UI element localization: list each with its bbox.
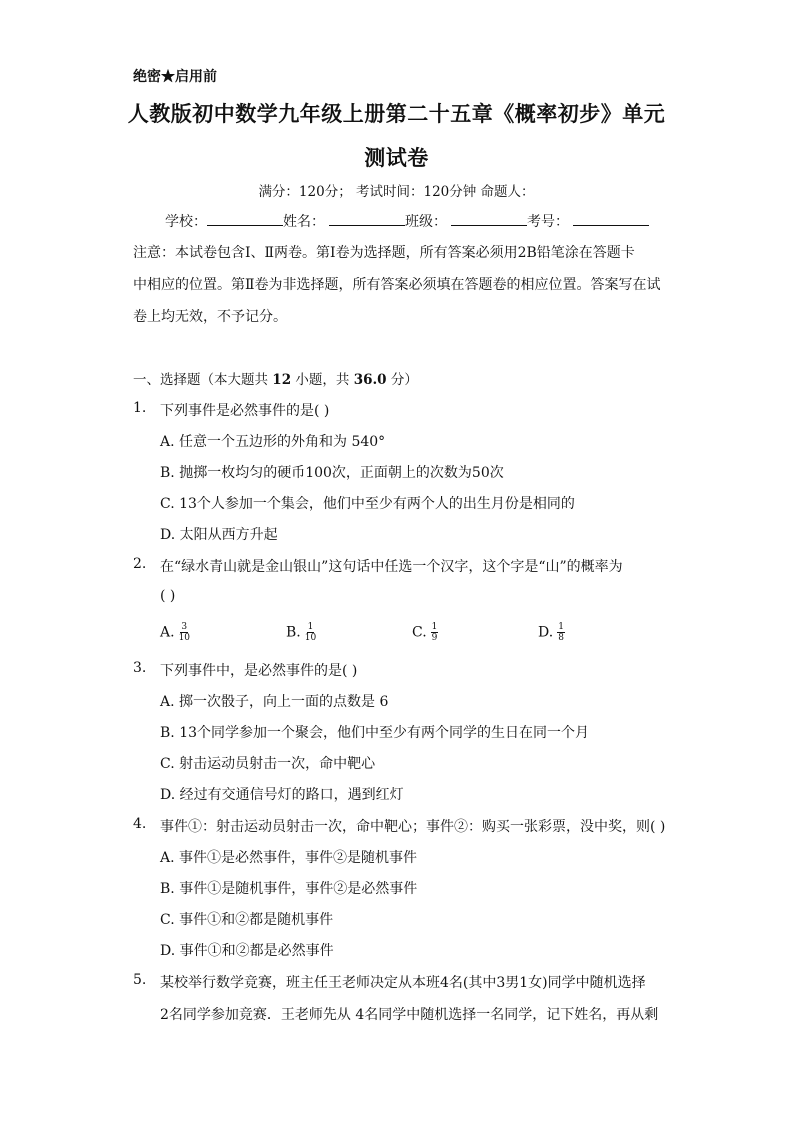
notice-line-1: 注意：本试卷包含Ⅰ、Ⅱ两卷。第Ⅰ卷为选择题，所有答案必须用2B铅笔涂在答题卡 [133,245,635,261]
school-blank[interactable] [207,212,283,226]
confidential-label: 绝密★启用前 [133,69,217,85]
notice-line-2: 中相应的位置。第Ⅱ卷为非选择题，所有答案必须填在答题卷的相应位置。答案写在试 [133,277,661,293]
question-text: 下列事件中，是必然事件的是( ) [160,663,358,679]
question-number: 4. [133,816,147,832]
school-label: 学校： [165,214,207,230]
option-d[interactable]: D. $\frac{1}{8}$ [538,622,564,643]
option-c[interactable]: C. 13个人参加一个集会，他们中至少有两个人的出生月份是相同的 [160,496,575,512]
option-a[interactable]: A. 任意一个五边形的外角和为 540° [160,434,386,450]
number-label: 考号： [527,214,569,230]
question-text: 事件①：射击运动员射击一次，命中靶心；事件②：购买一张彩票，没中奖，则( ) [160,819,666,835]
option-d[interactable]: D. 经过有交通信号灯的路口，遇到红灯 [160,787,404,803]
question-number: 2. [133,556,147,572]
option-b[interactable]: B. $\frac{1}{10}$ [286,622,317,643]
number-blank[interactable] [573,212,649,226]
question-text: 某校举行数学竞赛，班主任王老师决定从本班4名(其中3男1女)同学中随机选择 [160,975,646,991]
option-a[interactable]: A. $\frac{3}{10}$ [160,622,191,643]
question-number: 1. [133,400,147,416]
name-label: 姓名： [283,214,325,230]
question-text-cont: ( ) [160,588,176,604]
question-text: 在“绿水青山就是金山银山”这句话中任选一个汉字，这个字是“山”的概率为 [160,559,623,575]
option-a[interactable]: A. 事件①是必然事件，事件②是随机事件 [160,850,418,866]
option-c[interactable]: C. $\frac{1}{9}$ [412,622,438,643]
section-heading: 一、选择题（本大题共 12 小题，共 36.0 分） [133,372,418,388]
option-d[interactable]: D. 事件①和②都是必然事件 [160,943,334,959]
question-text-cont: 2名同学参加竞赛．王老师先从 4名同学中随机选择一名同学，记下姓名，再从剩 [160,1007,659,1023]
fraction: $\frac{3}{10}$ [178,622,191,643]
exam-title-line2: 测试卷 [364,145,429,170]
fraction: $\frac{1}{9}$ [431,622,438,643]
class-label: 班级： [405,214,447,230]
question-number: 3. [133,660,147,676]
question-number: 5. [133,972,147,988]
notice-line-3: 卷上均无效，不予记分。 [133,309,287,325]
student-info-fields [165,211,649,231]
option-b[interactable]: B. 13个同学参加一个聚会，他们中至少有两个同学的生日在同一个月 [160,725,590,741]
fraction: $\frac{1}{10}$ [304,622,317,643]
option-c[interactable]: C. 射击运动员射击一次，命中靶心 [160,756,376,772]
class-blank[interactable] [451,212,527,226]
name-blank[interactable] [329,212,405,226]
option-d[interactable]: D. 太阳从西方升起 [160,527,278,543]
exam-meta: 满分：120分； 考试时间：120分钟 命题人： [258,184,535,200]
fraction: $\frac{1}{8}$ [558,622,564,643]
option-b[interactable]: B. 事件①是随机事件，事件②是必然事件 [160,881,418,897]
option-b[interactable]: B. 抛掷一枚均匀的硬币100次，正面朝上的次数为50次 [160,465,504,481]
question-text: 下列事件是必然事件的是( ) [160,403,330,419]
option-a[interactable]: A. 掷一次骰子，向上一面的点数是 6 [160,694,389,710]
exam-title-line1: 人教版初中数学九年级上册第二十五章《概率初步》单元 [127,101,666,126]
option-c[interactable]: C. 事件①和②都是随机事件 [160,912,334,928]
